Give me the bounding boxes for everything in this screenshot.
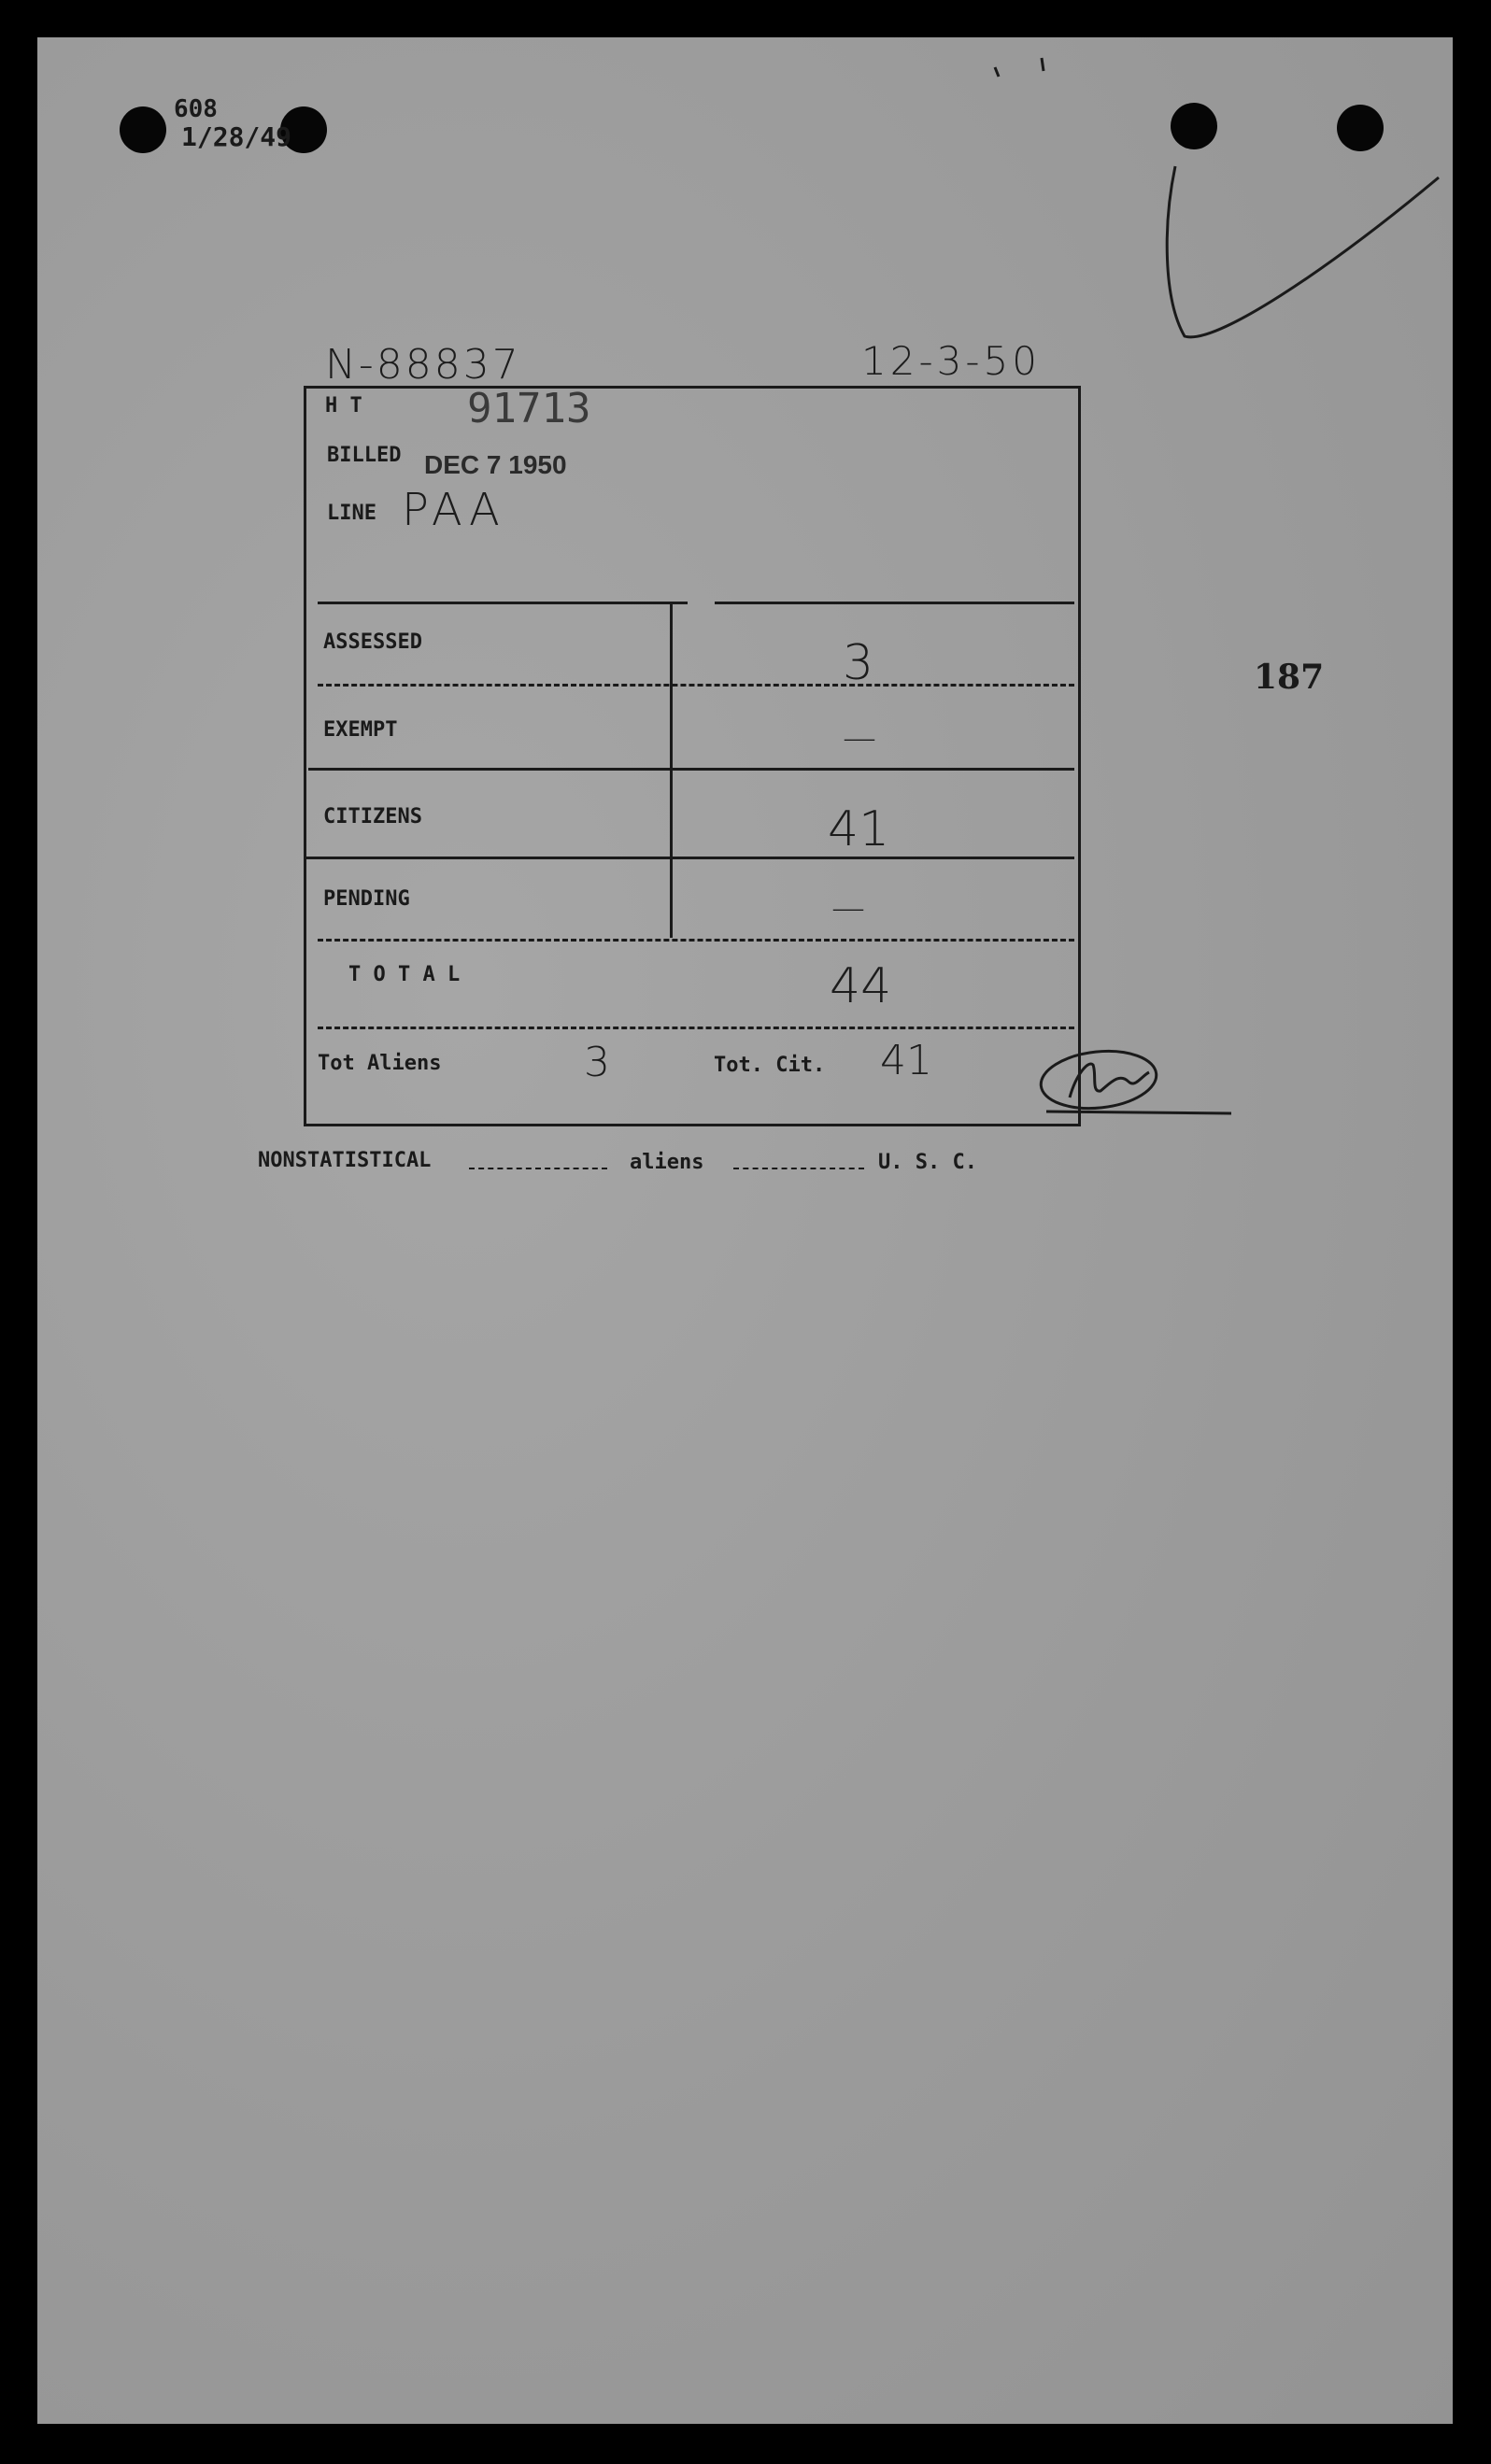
usc-label: U. S. C.	[878, 1151, 977, 1174]
nonstatistical-label: NONSTATISTICAL	[258, 1149, 432, 1172]
aliens-blank	[733, 1168, 864, 1169]
tot-aliens-value: 3	[584, 1039, 610, 1086]
total-value: 44	[830, 958, 892, 1014]
total-label: T O T A L	[348, 963, 461, 986]
row-label-citizens: CITIZENS	[323, 805, 422, 828]
tot-cit-value: 41	[880, 1037, 932, 1084]
billed-date-stamp: DEC 7 1950	[424, 450, 567, 479]
row-value-citizens: 41	[828, 801, 890, 857]
handwritten-date: 12-3-50	[861, 338, 1041, 384]
reference-number: 608	[174, 95, 218, 123]
row-value-exempt: —	[843, 719, 876, 758]
row-value-pending: —	[831, 889, 865, 928]
row-label-exempt: EXEMPT	[323, 718, 398, 742]
reference-date: 1/28/49	[181, 121, 292, 152]
aliens-label: aliens	[630, 1151, 704, 1174]
row-label-assessed: ASSESSED	[323, 630, 422, 654]
row-label-pending: PENDING	[323, 887, 410, 911]
tot-aliens-label: Tot Aliens	[318, 1052, 442, 1075]
handwritten-reference: N-88837	[325, 341, 521, 389]
initials-signature	[37, 37, 1453, 1158]
ht-value: 91713	[467, 385, 591, 432]
tot-cit-label: Tot. Cit.	[714, 1054, 826, 1077]
nonstatistical-blank	[469, 1168, 607, 1169]
line-value: PAA	[402, 484, 505, 536]
ht-label: H T	[325, 394, 362, 418]
document-sheet	[37, 37, 1453, 2424]
row-value-assessed: 3	[843, 635, 874, 691]
line-label: LINE	[327, 502, 376, 525]
page-number: 187	[1254, 658, 1325, 697]
billed-label: BILLED	[327, 444, 402, 467]
